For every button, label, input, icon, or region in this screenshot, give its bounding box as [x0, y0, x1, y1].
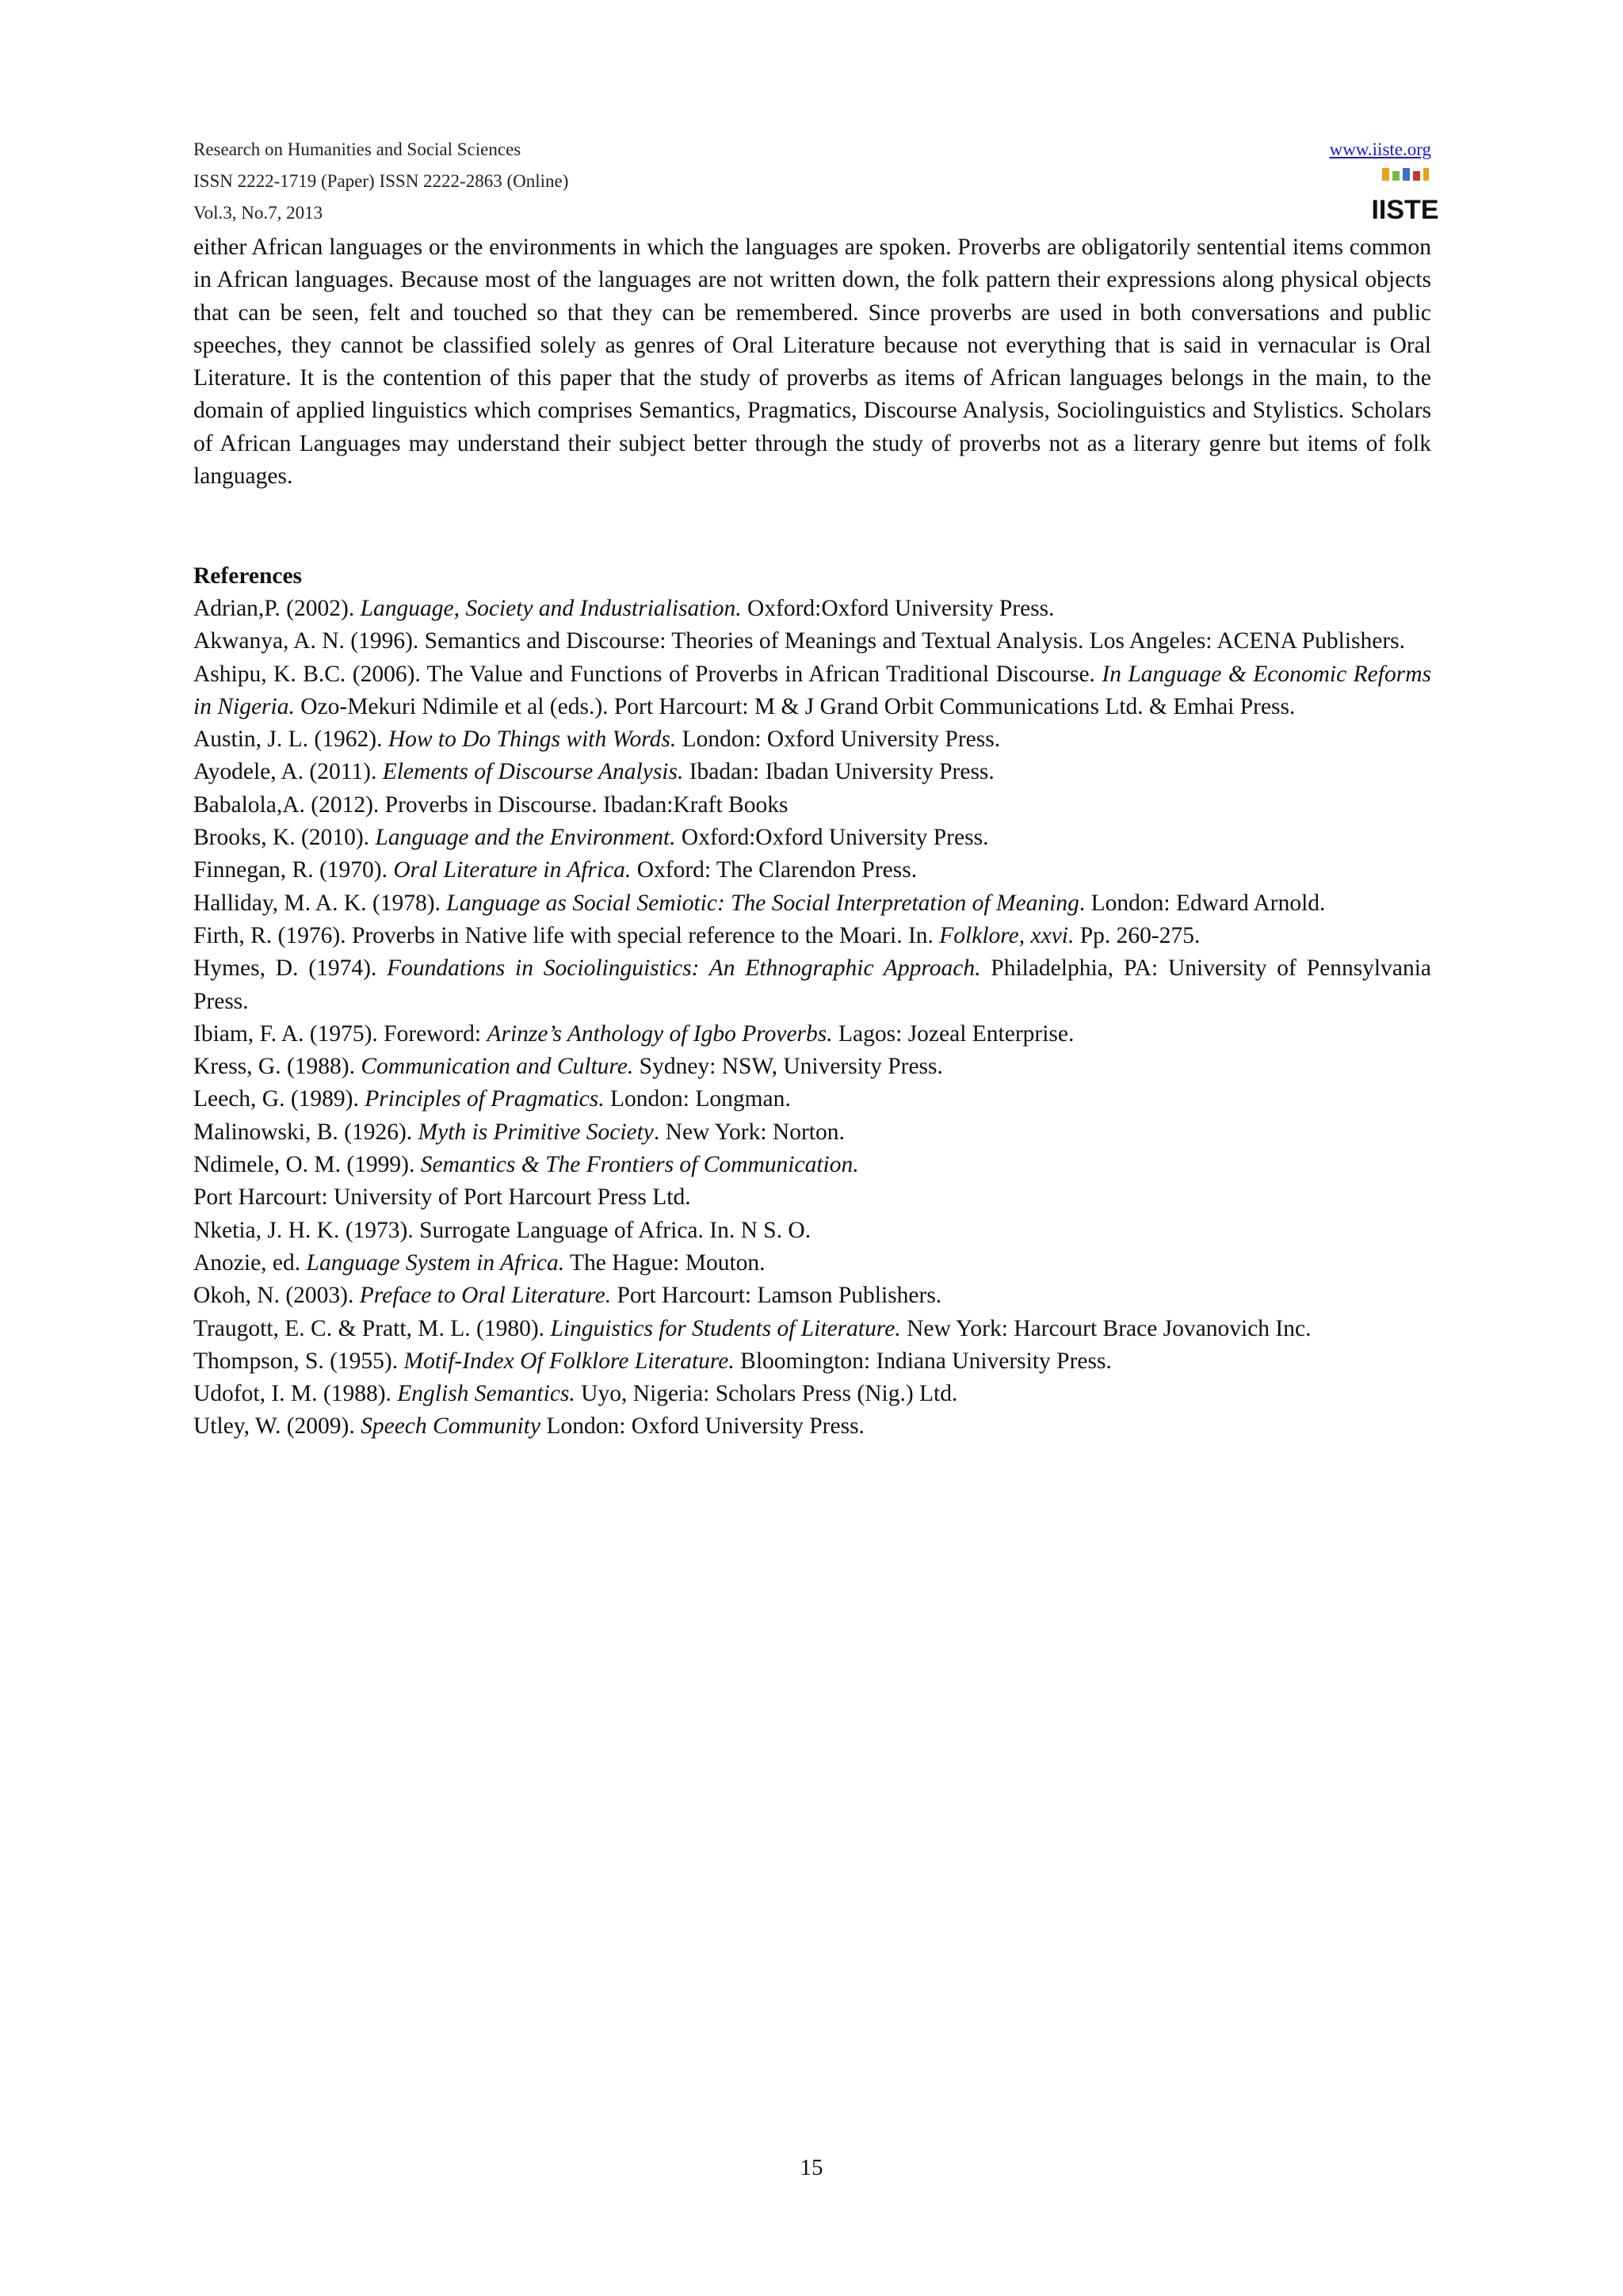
reference-text: Austin, J. L. (1962).: [193, 727, 388, 753]
reference-title-italic: Language and the Environment.: [375, 825, 676, 851]
reference-text: Brooks, K. (2010).: [193, 825, 376, 851]
reference-text: New York: Harcourt Brace Jovanovich Inc.: [900, 1315, 1312, 1341]
reference-text: Adrian,P. (2002).: [193, 596, 361, 621]
reference-text: Port Harcourt: Lamson Publishers.: [611, 1283, 942, 1309]
reference-entry: [193, 789, 1431, 822]
reference-text: Finnegan, R. (1970).: [193, 857, 394, 883]
reference-text: Akwanya, A. N. (1996). Semantics and Discourse: Theories of Meanings and Textual Analysis. Los Angeles: ACENA Publishers.: [193, 628, 1406, 654]
reference-text: Firth, R. (1976). Proverbs in Native life with special reference to the Moari. In.: [193, 922, 940, 948]
page-number: 15: [800, 2155, 823, 2180]
reference-text: Oxford:Oxford University Press.: [741, 596, 1055, 621]
reference-text: Nketia, J. H. K. (1973). Surrogate Language of Africa. In. N S. O.: [193, 1217, 812, 1243]
reference-text: London: Oxford University Press.: [676, 727, 1001, 753]
reference-title-italic: Foundations in Sociolinguistics: An Ethnographic Approach.: [387, 955, 981, 982]
reference-entry: [193, 952, 1431, 1018]
reference-text: Pp. 260-275.: [1074, 922, 1201, 948]
reference-text: Anozie, ed.: [193, 1249, 307, 1276]
reference-text: Halliday, M. A. K. (1978).: [193, 890, 447, 916]
reference-text: Oxford:Oxford University Press.: [675, 825, 989, 851]
reference-title-italic: Language, Society and Industrialisation.: [360, 596, 742, 621]
svg-text:IISTE: IISTE: [1371, 195, 1439, 225]
reference-title-italic: Folklore, xxvi.: [939, 922, 1075, 948]
reference-entry: [193, 593, 1431, 625]
reference-entry: [193, 1247, 1431, 1280]
reference-text: Uyo, Nigeria: Scholars Press (Nig.) Ltd.: [575, 1381, 958, 1407]
reference-text: London: Oxford University Press.: [540, 1413, 865, 1440]
reference-text: Leech, G. (1989).: [193, 1086, 365, 1112]
reference-entry: [193, 1345, 1431, 1378]
reference-title-italic: Motif-Index Of Folklore Literature.: [403, 1348, 735, 1374]
reference-entry: [193, 1378, 1431, 1410]
body-text: [193, 231, 1431, 493]
reference-text: . London: Edward Arnold.: [1079, 890, 1326, 916]
reference-entry: [193, 887, 1431, 920]
reference-entry: [193, 1051, 1431, 1083]
issn-line: ISSN 2222-1719 (Paper) ISSN 2222-2863 (Online): [193, 171, 569, 191]
reference-text: Sydney: NSW, University Press.: [633, 1054, 943, 1080]
reference-entry: [193, 723, 1431, 756]
reference-text: Ndimele, O. M. (1999).: [193, 1152, 421, 1178]
reference-entry: [193, 854, 1431, 887]
reference-text: Hymes, D. (1974).: [193, 955, 388, 982]
reference-text: Okoh, N. (2003).: [193, 1283, 360, 1309]
reference-title-italic: Speech Community: [361, 1413, 541, 1440]
reference-text: Thompson, S. (1955).: [193, 1348, 404, 1374]
reference-entry: [193, 658, 1431, 724]
reference-title-italic: Myth is Primitive Society: [418, 1119, 654, 1145]
reference-entry: [193, 625, 1431, 658]
reference-text: Traugott, E. C. & Pratt, M. L. (1980).: [193, 1315, 551, 1341]
reference-title-italic: English Semantics.: [397, 1381, 575, 1407]
reference-entry: [193, 1083, 1431, 1116]
reference-title-italic: Oral Literature in Africa.: [393, 857, 632, 883]
reference-entry: [193, 1181, 1431, 1214]
reference-text: Udofot, I. M. (1988).: [193, 1381, 398, 1407]
reference-entry: [193, 1149, 1431, 1181]
reference-text: . New York: Norton.: [653, 1119, 845, 1145]
references-heading: References: [193, 563, 303, 589]
journal-title: Research on Humanities and Social Sciences: [193, 139, 521, 159]
reference-text: Ashipu, K. B.C. (2006). The Value and Functions of Proverbs in African Traditional Discourse.: [193, 661, 1102, 687]
reference-text: The Hague: Mouton.: [564, 1249, 766, 1276]
reference-title-italic: Preface to Oral Literature.: [359, 1283, 612, 1309]
reference-text: Ayodele, A. (2011).: [193, 759, 383, 785]
reference-text: London: Longman.: [604, 1086, 791, 1112]
reference-title-italic: Semantics & The Frontiers of Communication.: [420, 1152, 859, 1178]
reference-title-italic: Language as Social Semiotic: The Social Interpretation of Meaning: [446, 890, 1079, 916]
journal-url-link[interactable]: www.iiste.org: [1329, 139, 1431, 159]
reference-title-italic: Elements of Discourse Analysis.: [382, 759, 684, 785]
reference-entry: [193, 1313, 1431, 1345]
reference-entry: [193, 756, 1431, 788]
reference-title-italic: How to Do Things with Words.: [388, 727, 677, 753]
reference-text: Ibadan: Ibadan University Press.: [683, 759, 995, 785]
reference-text: Port Harcourt: University of Port Harcourt Press Ltd.: [193, 1184, 691, 1211]
reference-entry: [193, 1116, 1431, 1149]
reference-title-italic: Language System in Africa.: [306, 1249, 565, 1276]
reference-title-italic: Linguistics for Students of Literature.: [550, 1315, 901, 1341]
reference-title-italic: In Language & Economic Reforms in Nigeria.: [193, 661, 1431, 719]
reference-text: Oxford: The Clarendon Press.: [631, 857, 918, 883]
reference-text: Malinowski, B. (1926).: [193, 1119, 418, 1145]
reference-text: Utley, W. (2009).: [193, 1413, 361, 1440]
reference-text: Bloomington: Indiana University Press.: [734, 1348, 1112, 1374]
reference-entry: [193, 1018, 1431, 1051]
reference-entry: [193, 1410, 1431, 1443]
reference-entry: [193, 920, 1431, 952]
reference-title-italic: Principles of Pragmatics.: [365, 1086, 605, 1112]
reference-text: Ibiam, F. A. (1975). Foreword:: [193, 1020, 487, 1047]
reference-entry: [193, 1215, 1431, 1247]
reference-text: Lagos: Jozeal Enterprise.: [832, 1020, 1075, 1047]
reference-text: Philadelphia, PA: University of Pennsylvania Press.: [193, 955, 1431, 1014]
reference-text: Kress, G. (1988).: [193, 1054, 361, 1080]
reference-title-italic: Arinze’s Anthology of Igbo Proverbs.: [487, 1020, 833, 1047]
volume-line: Vol.3, No.7, 2013: [193, 203, 323, 223]
reference-text: Babalola,A. (2012). Proverbs in Discourse. Ibadan:Kraft Books: [193, 791, 789, 818]
reference-title-italic: Communication and Culture.: [361, 1054, 634, 1080]
reference-list: [193, 593, 1431, 1444]
iiste-logo-icon: [1371, 166, 1439, 225]
reference-text: Ozo-Mekuri Ndimile et al (eds.). Port Harcourt: M & J Grand Orbit Communications Ltd. & Emhai Press.: [294, 693, 1296, 719]
body-paragraph: either African languages or the environments in which the languages are spoken. Proverbs are obligatorily sentential items common in African languages. Because most of the languages are not written down, the folk pattern their expressions along physical objects that can be seen, felt and touched so that they can be remembered. Since proverbs are used in both conversations and public speeches, they cannot be classified solely as genres of Oral Literature because not everything that is said in vernacular is Oral Literature. It is the contention of this paper that the study of proverbs as items of African languages belongs in the main, to the domain of applied linguistics which comprises Semantics, Pragmatics, Discourse Analysis, Sociolinguistics and Stylistics. Scholars of African Languages may understand their subject better through the study of proverbs not as a literary genre but items of folk languages.: [193, 235, 1431, 490]
reference-entry: [193, 822, 1431, 854]
reference-entry: [193, 1280, 1431, 1312]
